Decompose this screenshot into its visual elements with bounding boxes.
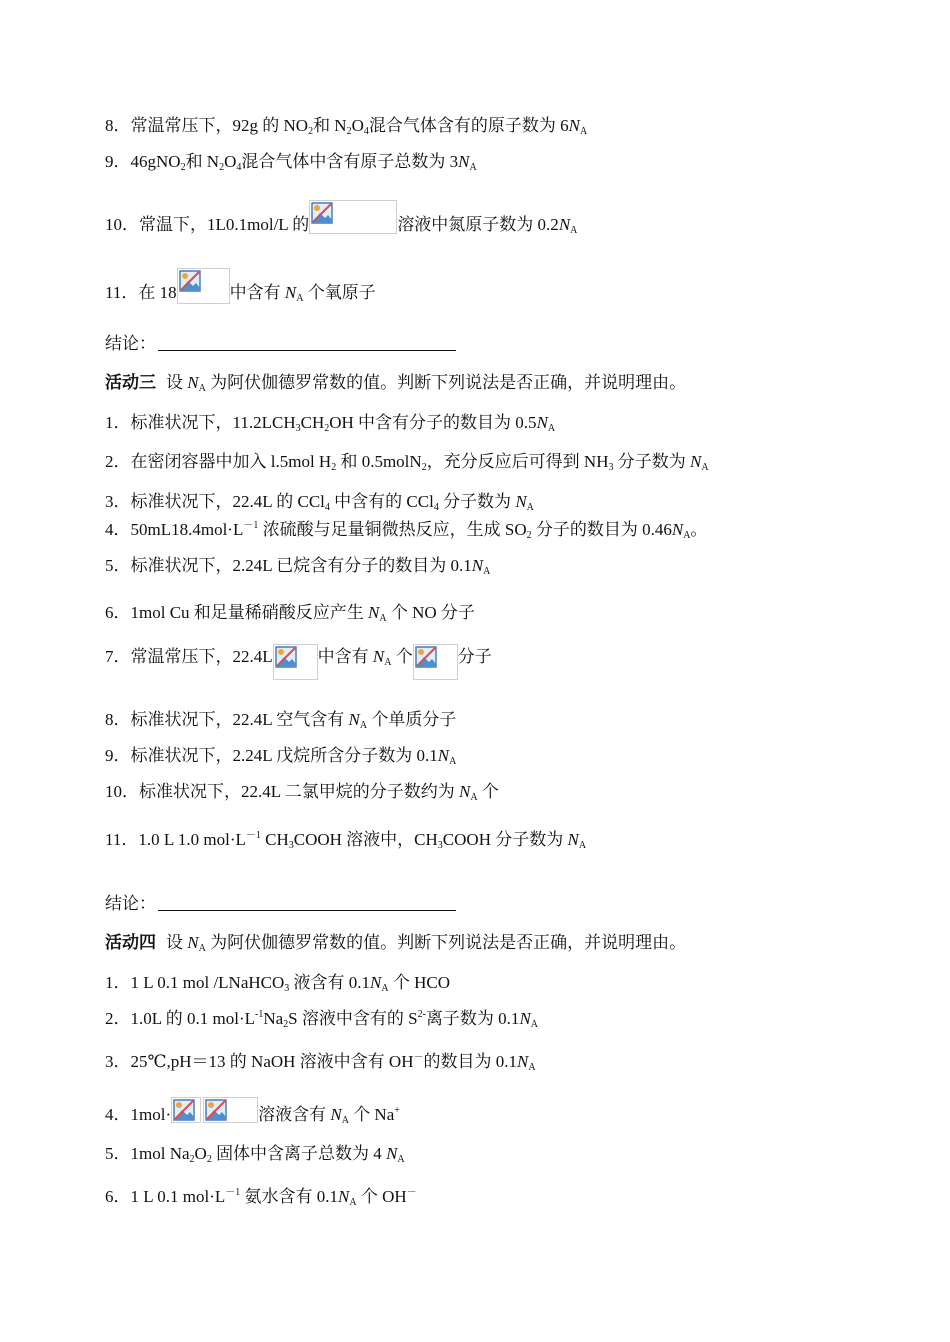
statement-3-10: 10．标准状况下，22.4L 二氯甲烷的分子数约为 $N_A$ 个 [105,782,499,803]
statement-3-6: 6．1mol Cu 和足量稀硝酸反应产生 $N_A$ 个 NO 分子 [105,603,475,624]
broken-image-icon [311,202,333,224]
answer-blank[interactable] [158,894,456,911]
answer-blank[interactable] [158,334,456,351]
section-3-heading: 活动三 设 $N_A$ 为阿伏伽德罗常数的值。判断下列说法是否正确，并说明理由。 [105,373,687,394]
formula-image-placeholder [413,644,458,680]
formula-image-placeholder [309,200,397,234]
conclusion-line: 结论： [105,333,456,355]
statement-2-8: 8．常温常压下，92g 的 $NO_2$和 $N_2O_4$混合气体含有的原子数为 $6N_A$ [105,116,588,137]
statement-3-5: 5．标准状况下，2.24L 已烷含有分子的数目为 $0.1N_A$ [105,556,491,577]
statement-2-11: 11．在 18 中含有 $N_A$ 个氧原子 [105,268,376,304]
statement-4-2: 2．1.0L 的 0.1 $mol\cdot L^{-1}Na_2S$ 溶液中含有的 $S^{2-}$离子数为 $0.1N_A$ [105,1009,539,1030]
statement-3-7: 7．常温常压下，22.4L 中含有 $N_A$ 个 分子 [105,644,492,680]
formula-image-placeholder [171,1097,201,1123]
statement-2-10: 10．常温下，1L0.1mol/L 的 溶液中氮原子数为 $0.2N_A$ [105,200,577,236]
statement-3-11: 11．1.0 L 1.0 $mol\cdot L^{-1}$ $CH_3COOH$ 溶液中，$CH_3COOH$ 分子数为 $N_A$ [105,830,587,851]
statement-3-3: 3．标准状况下，22.4L 的 CCl$_4$ 中含有的 CCl$_4$ 分子数为 $N_A$ [105,492,534,513]
broken-image-icon [205,1099,227,1121]
statement-4-1: 1．1 L 0.1 mol /LNaHCO$_3$ 液含有 $0.1N_A$ 个 HCO [105,973,451,994]
formula-image-placeholder [203,1097,258,1123]
formula-image-placeholder [177,268,230,304]
statement-3-2: 2．在密闭容器中加入 l.5mol $H_2$ 和 0.5molN$_2$，充分反应后可得到 $NH_3$ 分子数为 $N_A$ [105,452,709,473]
statement-3-4: 4．$50mL18.4mol\cdot L^{-1}$ 浓硫酸与足量铜微热反应，生成 $SO_2$ 分子的数目为 $0.46N_A$。 [105,520,708,541]
broken-image-icon [415,646,437,668]
formula-image-placeholder [273,644,318,680]
broken-image-icon [275,646,297,668]
statement-4-4: 4．1mol· 溶液含有 $N_A$ 个 Na+ [105,1097,400,1126]
statement-3-1: 1．标准状况下，$11.2LCH_3CH_2OH$ 中含有分子的数目为 $0.5N_A$ [105,413,556,434]
statement-4-6: 6．1 L 0.1 $mol\cdot L^{-1}$ 氨水含有 $0.1N_A$ 个 OH－ [105,1187,417,1208]
statement-2-9: 9．46gNO$_2$和 $N_2O_4$混合气体中含有原子总数为 $3N_A$ [105,152,477,173]
statement-3-9: 9．标准状况下，2.24L 戊烷所含分子数为 $0.1N_A$ [105,746,457,767]
statement-4-3: 3．25℃,pH＝13 的 NaOH 溶液中含有 OH－的数目为 $0.1N_A$ [105,1052,536,1073]
broken-image-icon [179,270,201,292]
conclusion-line: 结论： [105,893,456,915]
section-4-heading: 活动四 设 $N_A$ 为阿伏伽德罗常数的值。判断下列说法是否正确，并说明理由。 [105,933,687,954]
statement-4-5: 5．1mol $Na_2O_2$ 固体中含离子总数为 4 $N_A$ [105,1144,405,1165]
broken-image-icon [173,1099,195,1121]
statement-3-8: 8．标准状况下，22.4L 空气含有 $N_A$ 个单质分子 [105,710,457,731]
